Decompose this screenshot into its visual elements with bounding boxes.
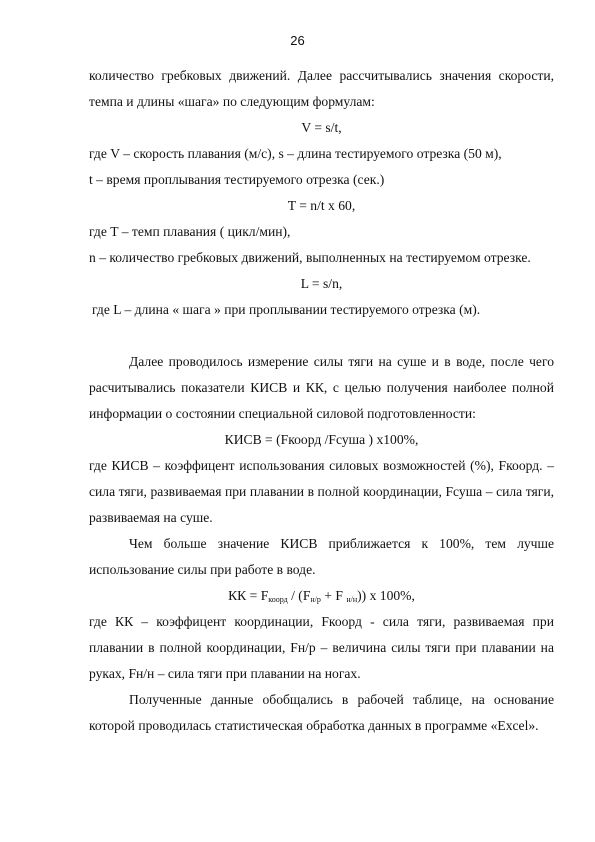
formula-step-length: L = s/n,: [300, 276, 343, 291]
legend-kk: где КК – коэффицент координации, Fкоорд - сила тяги, развиваемая при плавании в полной координации, Fн/р – величина силы тяги при плавании на руках, Fн/н – сила тяги при плавании на ногах.: [89, 614, 554, 681]
formula-velocity: V = s/t,: [301, 120, 342, 135]
paragraph-data-processing: Полученные данные обобщались в рабочей таблице, на основание которой проводилась статистическая обработка данных в программе «Excel».: [89, 692, 554, 733]
formula-tempo: T = n/t x 60,: [287, 198, 356, 213]
subscript-arms: н/р: [310, 595, 321, 604]
formula-kk-part-d: )) х 100%,: [357, 588, 415, 603]
formula-kk-part-a: КК = F: [228, 588, 269, 603]
page-number: 26: [290, 33, 305, 48]
subscript-coord: коорд: [268, 595, 288, 604]
subscript-legs: н/н: [346, 595, 358, 604]
formula-kk-part-c: + F: [320, 588, 347, 603]
formula-kk-part-b: / (F: [287, 588, 311, 603]
formula-kk: [89, 583, 554, 609]
legend-velocity: где V – скорость плавания (м/с), s – длина тестируемого отрезка (50 м),: [89, 146, 502, 161]
paragraph-traction-measurement: Далее проводилось измерение силы тяги на суше и в воде, после чего расчитывались показатели КИСВ и КК, с целью получения наиболее полной информации о состоянии специальной силовой подготовленности:: [89, 354, 554, 421]
legend-time: t – время проплывания тестируемого отрезка (сек.): [89, 172, 385, 187]
paragraph-spacer: [89, 323, 554, 349]
formula-kisv: КИСВ = (Fкоорд /Fсуша ) х100%,: [224, 432, 419, 447]
legend-strokes: n – количество гребковых движений, выполненных на тестируемом отрезке.: [89, 250, 531, 265]
legend-step-length: где L – длина « шага » при проплывании тестируемого отрезка (м).: [92, 302, 481, 317]
legend-tempo: где T – темп плавания ( цикл/мин),: [89, 224, 291, 239]
body-text: [89, 63, 554, 739]
legend-kisv: где КИСВ – коэффицент использования силовых возможностей (%), Fкоорд. – сила тяги, развиваемая при плавании в полной координации, Fсуша – сила тяги, развиваемая на суше.: [89, 458, 554, 525]
paragraph-kisv-interpretation: Чем больше значение КИСВ приближается к 100%, тем лучше использование силы при работе в воде.: [89, 536, 554, 577]
paragraph-formulas-intro: количество гребковых движений. Далее рассчитывались значения скорости, темпа и длины «шага» по следующим формулам:: [89, 68, 554, 109]
